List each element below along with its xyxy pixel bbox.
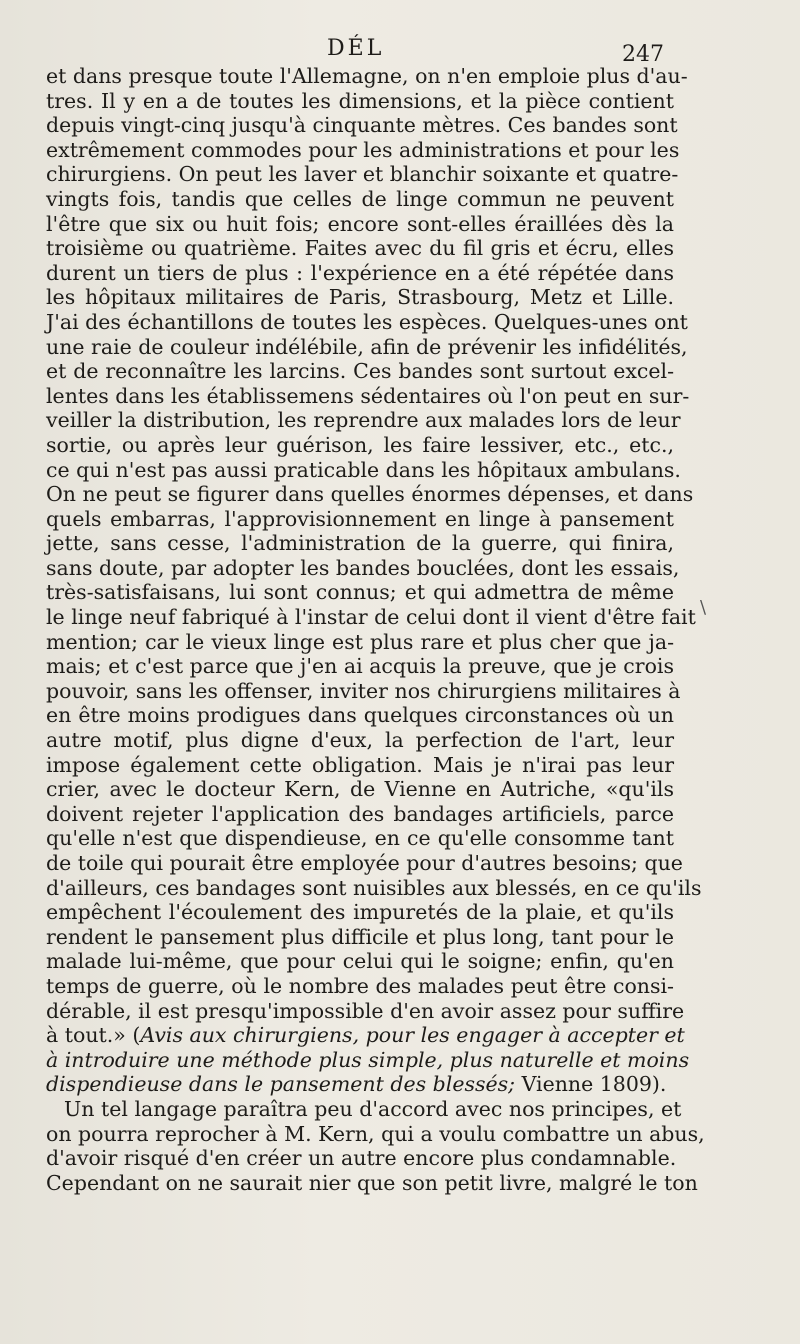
- text-line: [46, 285, 674, 310]
- italic-segment: à introduire une méthode plus simple, plus naturelle et moins: [46, 1047, 690, 1072]
- text-segment: d'ailleurs, ces bandages sont nuisibles aux blessés, en ce qu'ils: [46, 875, 702, 900]
- text-segment: Vienne 1809).: [515, 1072, 667, 1097]
- text-line: [46, 1170, 698, 1196]
- text-line: [46, 998, 685, 1024]
- text-line: [46, 187, 674, 212]
- text-line: [46, 482, 694, 507]
- text-segment: on pourra reprocher à M. Kern, qui a voulu combattre un abus,: [46, 1121, 705, 1146]
- text-line: [46, 1146, 677, 1171]
- text-segment: crier, avec le docteur Kern, de Vienne en Autriche, «qu'ils: [46, 777, 674, 802]
- text-line: [46, 1047, 690, 1073]
- text-segment: chirurgiens. On peut les laver et blanchir soixante et quatre-: [46, 162, 679, 187]
- text-line: [46, 309, 688, 335]
- text-line: [46, 826, 674, 851]
- text-line: [46, 555, 680, 581]
- text-line: [46, 605, 696, 630]
- text-line: [46, 408, 681, 433]
- body-text: [46, 64, 705, 1195]
- text-line: [46, 703, 674, 728]
- text-segment: l'être que six ou huit fois; encore sont-elles éraillées dès la: [46, 211, 674, 236]
- text-line: [46, 777, 674, 802]
- text-segment: extrêmement commodes pour les administrations et pour les: [46, 137, 680, 162]
- text-line: [46, 851, 683, 876]
- running-head: DÉL: [327, 36, 385, 61]
- italic-segment: dispendieuse dans le pansement des blessés;: [46, 1072, 516, 1097]
- text-line: [46, 507, 674, 532]
- text-segment: depuis vingt-cinq jusqu'à cinquante mètres. Ces bandes sont: [46, 113, 678, 138]
- text-segment: à tout.» (: [46, 1023, 141, 1048]
- text-segment: dérable, il est presqu'impossible d'en avoir assez pour suffire: [46, 998, 685, 1023]
- text-line: [46, 113, 678, 138]
- text-segment: pouvoir, sans les offenser, inviter nos chirurgiens militaires à: [46, 678, 681, 703]
- text-segment: sans doute, par adopter les bandes bouclées, dont les essais,: [46, 555, 680, 580]
- text-segment: qu'elle n'est que dispendieuse, en ce qu'elle consomme tant: [46, 826, 674, 851]
- text-segment: jette, sans cesse, l'administration de la guerre, qui finira,: [46, 531, 674, 556]
- text-segment: tres. Il y en a de toutes les dimensions, et la pièce contient: [46, 88, 674, 113]
- text-segment: et dans presque toute l'Allemagne, on n'en emploie plus d'au-: [46, 64, 688, 88]
- text-segment: quels embarras, l'approvisionnement en linge à pansement: [46, 506, 674, 531]
- text-line: [46, 728, 674, 753]
- text-line: [46, 1072, 674, 1097]
- text-line: [46, 900, 674, 925]
- text-segment: sortie, ou après leur guérison, les faire lessiver, etc., etc.,: [46, 432, 674, 457]
- text-line: [46, 1096, 682, 1122]
- text-segment: très-satisfaisans, lui sont connus; et qui admettra de même: [46, 580, 674, 605]
- text-line: [46, 654, 674, 679]
- text-line: [46, 875, 702, 901]
- text-line: [46, 433, 674, 458]
- text-line: [46, 89, 674, 114]
- text-segment: temps de guerre, où le nombre des malades peut être consi-: [46, 973, 674, 998]
- text-line: [46, 383, 690, 409]
- italic-segment: Avis aux chirurgiens, pour les engager à accepter et: [140, 1023, 685, 1048]
- text-line: [46, 580, 674, 605]
- page-number: 247: [622, 42, 664, 67]
- text-segment: une raie de couleur indélébile, afin de prévenir les infidélités,: [46, 334, 688, 359]
- margin-mark: \: [700, 597, 707, 618]
- text-segment: On ne peut se figurer dans quelles énormes dépenses, et dans: [46, 482, 694, 507]
- text-segment: J'ai des échantillons de toutes les espèces. Quelques-unes ont: [46, 309, 688, 334]
- text-line: [46, 359, 674, 384]
- text-segment: mention; car le vieux linge est plus rare et plus cher que ja-: [46, 629, 674, 654]
- text-segment: en être moins prodigues dans quelques circonstances où un: [46, 703, 674, 728]
- text-line: [46, 1121, 705, 1147]
- text-segment: malade lui-même, que pour celui qui le soigne; enfin, qu'en: [46, 949, 674, 974]
- text-segment: vingts fois, tandis que celles de linge commun ne peuvent: [46, 186, 674, 211]
- text-segment: rendent le pansement plus difficile et plus long, tant pour le: [46, 924, 674, 949]
- text-line: [46, 678, 681, 704]
- text-segment: Un tel langage paraîtra peu d'accord avec nos principes, et: [64, 1096, 682, 1121]
- text-segment: impose également cette obligation. Mais je n'irai pas leur: [46, 752, 674, 777]
- text-line: [46, 137, 680, 163]
- text-segment: ce qui n'est pas aussi praticable dans les hôpitaux ambulans.: [46, 457, 681, 482]
- text-line: [46, 949, 674, 974]
- text-line: [46, 457, 681, 483]
- text-segment: mais; et c'est parce que j'en ai acquis la preuve, que je crois: [46, 654, 674, 679]
- text-line: [46, 64, 688, 89]
- text-line: [46, 236, 674, 261]
- text-segment: d'avoir risqué d'en créer un autre encore plus condamnable.: [46, 1146, 677, 1171]
- text-segment: lentes dans les établissemens sédentaires où l'on peut en sur-: [46, 383, 690, 408]
- text-segment: durent un tiers de plus : l'expérience en a été répétée dans: [46, 260, 674, 285]
- page-header: [0, 36, 800, 66]
- text-line: [46, 334, 688, 360]
- text-line: [46, 531, 674, 556]
- text-segment: troisième ou quatrième. Faites avec du fil gris et écru, elles: [46, 236, 674, 261]
- text-line: [46, 802, 674, 827]
- text-line: [46, 212, 674, 237]
- text-line: [46, 1023, 685, 1048]
- text-line: [46, 162, 679, 187]
- text-segment: le linge neuf fabriqué à l'instar de celui dont il vient d'être fait: [46, 605, 696, 630]
- text-segment: Cependant on ne saurait nier que son petit livre, malgré le ton: [46, 1170, 698, 1195]
- text-line: [46, 261, 674, 286]
- text-segment: doivent rejeter l'application des bandages artificiels, parce: [46, 801, 674, 826]
- text-line: [46, 925, 674, 950]
- text-segment: empêchent l'écoulement des impuretés de la plaie, et qu'ils: [46, 900, 674, 925]
- text-segment: veiller la distribution, les reprendre aux malades lors de leur: [46, 408, 681, 433]
- text-segment: de toile qui pourait être employée pour d'autres besoins; que: [46, 851, 683, 875]
- text-line: [46, 630, 674, 655]
- text-segment: et de reconnaître les larcins. Ces bandes sont surtout excel-: [46, 359, 674, 384]
- text-line: [46, 974, 674, 999]
- text-line: [46, 753, 674, 778]
- text-segment: autre motif, plus digne d'eux, la perfection de l'art, leur: [46, 728, 674, 753]
- text-segment: les hôpitaux militaires de Paris, Strasbourg, Metz et Lille.: [46, 285, 674, 310]
